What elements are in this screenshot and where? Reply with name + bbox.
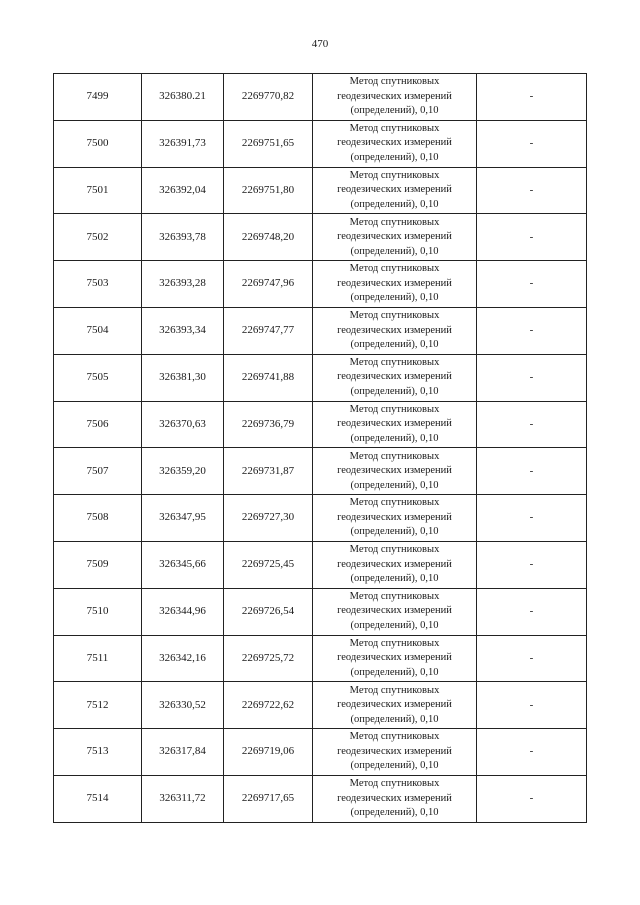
table-row (54, 729, 587, 776)
method-cell (313, 729, 477, 776)
method-line: Метод спутниковых (349, 263, 440, 275)
y-coordinate-cell: 2269770,82 (224, 74, 313, 121)
note-cell: - (477, 401, 587, 448)
x-coordinate-cell: 326370,63 (142, 401, 224, 448)
method-line: (определений), 0,10 (350, 339, 439, 351)
y-coordinate-cell: 2269725,45 (224, 541, 313, 588)
x-coordinate-cell: 326391,73 (142, 120, 224, 167)
y-coordinate-cell: 2269748,20 (224, 214, 313, 261)
y-coordinate-cell: 2269717,65 (224, 775, 313, 822)
method-line: (определений), 0,10 (350, 526, 439, 538)
method-cell (313, 541, 477, 588)
coordinates-table (53, 73, 587, 823)
x-coordinate-cell: 326330,52 (142, 682, 224, 729)
point-number-cell: 7511 (54, 635, 142, 682)
table-row (54, 354, 587, 401)
method-cell (313, 214, 477, 261)
y-coordinate-cell: 2269736,79 (224, 401, 313, 448)
method-line: (определений), 0,10 (350, 432, 439, 444)
x-coordinate-cell: 326381,30 (142, 354, 224, 401)
table-row (54, 682, 587, 729)
method-line: геодезических измерений (337, 90, 452, 102)
note-cell: - (477, 307, 587, 354)
method-line: геодезических измерений (337, 371, 452, 383)
method-line: геодезических измерений (337, 231, 452, 243)
method-cell (313, 120, 477, 167)
method-line: (определений), 0,10 (350, 760, 439, 772)
method-line: Метод спутниковых (349, 731, 440, 743)
y-coordinate-cell: 2269731,87 (224, 448, 313, 495)
table-row (54, 120, 587, 167)
table-row (54, 401, 587, 448)
method-cell (313, 588, 477, 635)
method-line: (определений), 0,10 (350, 479, 439, 491)
note-cell: - (477, 588, 587, 635)
page-number: 470 (311, 38, 329, 50)
note-cell: - (477, 354, 587, 401)
note-cell: - (477, 214, 587, 261)
note-cell: - (477, 729, 587, 776)
method-cell (313, 354, 477, 401)
method-line: Метод спутниковых (349, 637, 440, 649)
method-line: (определений), 0,10 (350, 292, 439, 304)
method-line: геодезических измерений (337, 324, 452, 336)
table-row (54, 74, 587, 121)
method-cell (313, 775, 477, 822)
y-coordinate-cell: 2269741,88 (224, 354, 313, 401)
method-line: геодезических измерений (337, 792, 452, 804)
method-line: (определений), 0,10 (350, 151, 439, 163)
point-number-cell: 7514 (54, 775, 142, 822)
point-number-cell: 7506 (54, 401, 142, 448)
table-row (54, 261, 587, 308)
table-row (54, 167, 587, 214)
point-number-cell: 7510 (54, 588, 142, 635)
method-line: (определений), 0,10 (350, 807, 439, 819)
method-cell (313, 635, 477, 682)
y-coordinate-cell: 2269751,65 (224, 120, 313, 167)
method-line: геодезических измерений (337, 277, 452, 289)
table-row (54, 588, 587, 635)
method-line: Метод спутниковых (349, 216, 440, 228)
note-cell: - (477, 167, 587, 214)
table-row (54, 448, 587, 495)
point-number-cell: 7500 (54, 120, 142, 167)
method-line: Метод спутниковых (349, 356, 440, 368)
method-line: (определений), 0,10 (350, 385, 439, 397)
method-line: геодезических измерений (337, 652, 452, 664)
y-coordinate-cell: 2269719,06 (224, 729, 313, 776)
y-coordinate-cell: 2269747,77 (224, 307, 313, 354)
method-cell (313, 261, 477, 308)
note-cell: - (477, 682, 587, 729)
y-coordinate-cell: 2269727,30 (224, 495, 313, 542)
note-cell: - (477, 120, 587, 167)
method-line: Метод спутниковых (349, 76, 440, 88)
point-number-cell: 7505 (54, 354, 142, 401)
method-line: (определений), 0,10 (350, 666, 439, 678)
method-line: Метод спутниковых (349, 544, 440, 556)
x-coordinate-cell: 326393,78 (142, 214, 224, 261)
method-line: геодезических измерений (337, 558, 452, 570)
method-line: геодезических измерений (337, 511, 452, 523)
point-number-cell: 7504 (54, 307, 142, 354)
point-number-cell: 7501 (54, 167, 142, 214)
method-line: (определений), 0,10 (350, 105, 439, 117)
method-line: геодезических измерений (337, 184, 452, 196)
y-coordinate-cell: 2269751,80 (224, 167, 313, 214)
note-cell: - (477, 74, 587, 121)
note-cell: - (477, 495, 587, 542)
method-line: геодезических измерений (337, 745, 452, 757)
table-row (54, 307, 587, 354)
x-coordinate-cell: 326393,28 (142, 261, 224, 308)
note-cell: - (477, 448, 587, 495)
method-line: Метод спутниковых (349, 778, 440, 790)
method-line: геодезических измерений (337, 137, 452, 149)
x-coordinate-cell: 326345,66 (142, 541, 224, 588)
table-row (54, 541, 587, 588)
y-coordinate-cell: 2269747,96 (224, 261, 313, 308)
method-line: геодезических измерений (337, 605, 452, 617)
x-coordinate-cell: 326311,72 (142, 775, 224, 822)
method-line: Метод спутниковых (349, 450, 440, 462)
note-cell: - (477, 635, 587, 682)
x-coordinate-cell: 326342,16 (142, 635, 224, 682)
method-line: Метод спутниковых (349, 403, 440, 415)
method-cell (313, 167, 477, 214)
table-row (54, 495, 587, 542)
x-coordinate-cell: 326344,96 (142, 588, 224, 635)
note-cell: - (477, 541, 587, 588)
table-row (54, 775, 587, 822)
method-line: геодезических измерений (337, 699, 452, 710)
method-line: Метод спутниковых (349, 497, 440, 509)
method-line: геодезических измерений (337, 465, 452, 477)
method-line: Метод спутниковых (349, 122, 440, 134)
point-number-cell: 7508 (54, 495, 142, 542)
table-row (54, 214, 587, 261)
method-line: геодезических измерений (337, 418, 452, 430)
method-cell (313, 448, 477, 495)
point-number-cell: 7509 (54, 541, 142, 588)
note-cell: - (477, 775, 587, 822)
method-cell (313, 307, 477, 354)
x-coordinate-cell: 326359,20 (142, 448, 224, 495)
x-coordinate-cell: 326392,04 (142, 167, 224, 214)
method-line: Метод спутниковых (349, 684, 440, 696)
method-cell (313, 401, 477, 448)
point-number-cell: 7502 (54, 214, 142, 261)
method-cell (313, 495, 477, 542)
coordinates-table-body (54, 74, 587, 823)
method-line: (определений), 0,10 (350, 573, 439, 585)
point-number-cell: 7503 (54, 261, 142, 308)
method-line: Метод спутниковых (349, 590, 440, 602)
method-line: (определений), 0,10 (350, 245, 439, 257)
x-coordinate-cell: 326347,95 (142, 495, 224, 542)
point-number-cell: 7513 (54, 729, 142, 776)
method-line: Метод спутниковых (349, 169, 440, 181)
point-number-cell: 7499 (54, 74, 142, 121)
method-line: (определений), 0,10 (350, 198, 439, 210)
x-coordinate-cell: 326317,84 (142, 729, 224, 776)
x-coordinate-cell: 326393,34 (142, 307, 224, 354)
method-line: Метод спутниковых (349, 310, 440, 322)
method-line: (определений), 0,10 (350, 619, 439, 631)
table-row (54, 635, 587, 682)
note-cell: - (477, 261, 587, 308)
x-coordinate-cell: 326380.21 (142, 74, 224, 121)
y-coordinate-cell: 2269726,54 (224, 588, 313, 635)
method-line: (определений), 0,10 (350, 713, 439, 725)
method-cell (313, 74, 477, 121)
y-coordinate-cell: 2269722,62 (224, 682, 313, 729)
point-number-cell: 7512 (54, 682, 142, 729)
point-number-cell: 7507 (54, 448, 142, 495)
y-coordinate-cell: 2269725,72 (224, 635, 313, 682)
method-cell (313, 682, 477, 729)
